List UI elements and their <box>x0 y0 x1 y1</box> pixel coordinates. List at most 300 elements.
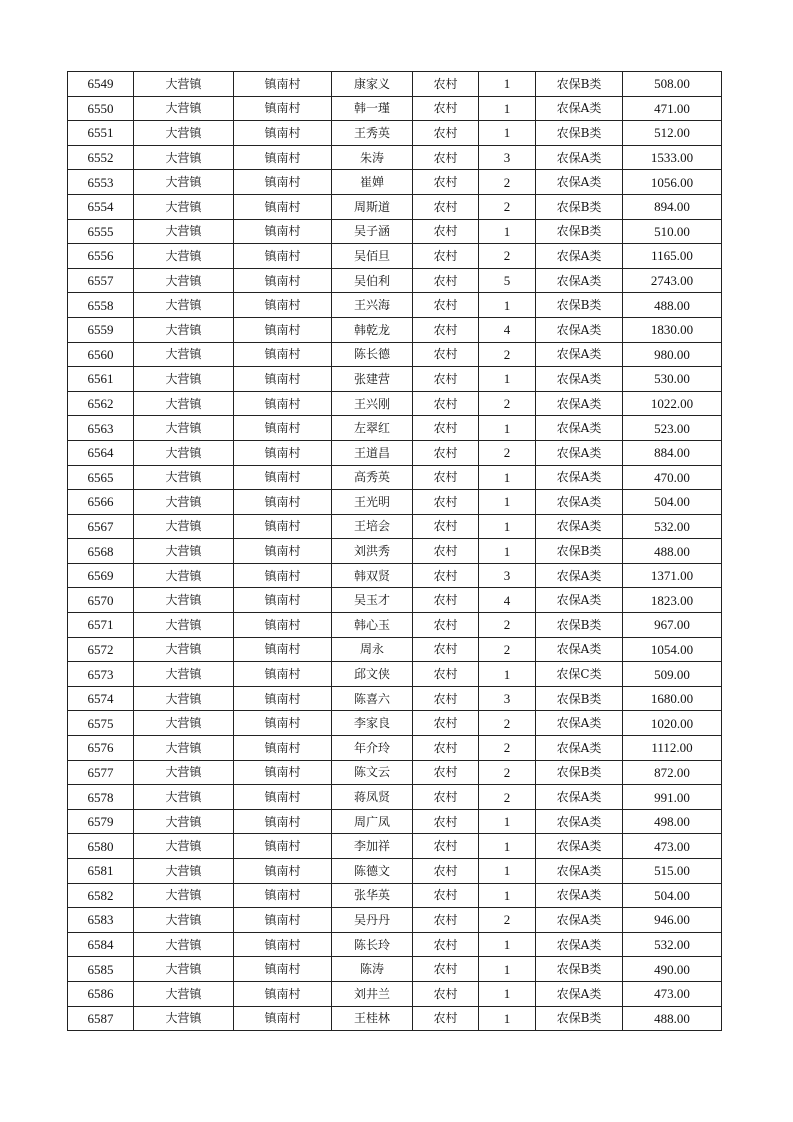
cell-name: 李家良 <box>332 711 413 736</box>
table-row <box>68 637 722 662</box>
cell-count: 2 <box>479 244 536 269</box>
cell-town: 大营镇 <box>134 72 234 97</box>
cell-id: 6558 <box>68 293 134 318</box>
table-row <box>68 416 722 441</box>
cell-name: 王兴海 <box>332 293 413 318</box>
cell-id: 6563 <box>68 416 134 441</box>
cell-name: 韩心玉 <box>332 613 413 638</box>
cell-village: 镇南村 <box>234 908 332 933</box>
cell-amount: 532.00 <box>623 932 722 957</box>
cell-amount: 991.00 <box>623 785 722 810</box>
cell-id: 6582 <box>68 883 134 908</box>
table-row <box>68 686 722 711</box>
cell-category: 农保A类 <box>536 785 623 810</box>
cell-village: 镇南村 <box>234 711 332 736</box>
cell-count: 2 <box>479 613 536 638</box>
cell-id: 6577 <box>68 760 134 785</box>
cell-type: 农村 <box>413 736 479 761</box>
cell-village: 镇南村 <box>234 416 332 441</box>
cell-amount: 980.00 <box>623 342 722 367</box>
table-row <box>68 391 722 416</box>
cell-count: 2 <box>479 170 536 195</box>
roster-table <box>67 71 722 1031</box>
cell-amount: 473.00 <box>623 981 722 1006</box>
cell-amount: 884.00 <box>623 440 722 465</box>
cell-type: 农村 <box>413 342 479 367</box>
cell-town: 大营镇 <box>134 416 234 441</box>
cell-type: 农村 <box>413 1006 479 1031</box>
cell-category: 农保A类 <box>536 908 623 933</box>
cell-id: 6568 <box>68 539 134 564</box>
cell-count: 1 <box>479 859 536 884</box>
cell-type: 农村 <box>413 317 479 342</box>
cell-town: 大营镇 <box>134 367 234 392</box>
cell-village: 镇南村 <box>234 1006 332 1031</box>
cell-category: 农保A类 <box>536 588 623 613</box>
cell-type: 农村 <box>413 588 479 613</box>
cell-amount: 510.00 <box>623 219 722 244</box>
cell-amount: 504.00 <box>623 490 722 515</box>
cell-village: 镇南村 <box>234 981 332 1006</box>
table-row <box>68 859 722 884</box>
table-row <box>68 785 722 810</box>
cell-type: 农村 <box>413 490 479 515</box>
cell-count: 2 <box>479 711 536 736</box>
cell-name: 王兴刚 <box>332 391 413 416</box>
cell-town: 大营镇 <box>134 736 234 761</box>
cell-town: 大营镇 <box>134 859 234 884</box>
cell-village: 镇南村 <box>234 170 332 195</box>
cell-amount: 504.00 <box>623 883 722 908</box>
cell-amount: 1823.00 <box>623 588 722 613</box>
cell-category: 农保A类 <box>536 711 623 736</box>
cell-town: 大营镇 <box>134 785 234 810</box>
cell-name: 高秀英 <box>332 465 413 490</box>
cell-amount: 1165.00 <box>623 244 722 269</box>
cell-town: 大营镇 <box>134 908 234 933</box>
cell-count: 1 <box>479 219 536 244</box>
cell-amount: 470.00 <box>623 465 722 490</box>
cell-name: 周斯道 <box>332 194 413 219</box>
cell-count: 1 <box>479 490 536 515</box>
cell-count: 5 <box>479 268 536 293</box>
cell-category: 农保A类 <box>536 514 623 539</box>
cell-category: 农保A类 <box>536 932 623 957</box>
cell-id: 6559 <box>68 317 134 342</box>
cell-town: 大营镇 <box>134 637 234 662</box>
cell-town: 大营镇 <box>134 662 234 687</box>
cell-village: 镇南村 <box>234 391 332 416</box>
cell-count: 2 <box>479 908 536 933</box>
cell-town: 大营镇 <box>134 711 234 736</box>
cell-category: 农保A类 <box>536 465 623 490</box>
cell-village: 镇南村 <box>234 490 332 515</box>
cell-category: 农保A类 <box>536 563 623 588</box>
cell-count: 2 <box>479 391 536 416</box>
cell-village: 镇南村 <box>234 686 332 711</box>
cell-village: 镇南村 <box>234 957 332 982</box>
cell-type: 农村 <box>413 121 479 146</box>
cell-category: 农保A类 <box>536 637 623 662</box>
cell-count: 2 <box>479 760 536 785</box>
cell-category: 农保A类 <box>536 859 623 884</box>
cell-amount: 488.00 <box>623 293 722 318</box>
cell-id: 6576 <box>68 736 134 761</box>
cell-count: 1 <box>479 809 536 834</box>
cell-village: 镇南村 <box>234 465 332 490</box>
cell-count: 1 <box>479 514 536 539</box>
cell-amount: 523.00 <box>623 416 722 441</box>
cell-name: 王道昌 <box>332 440 413 465</box>
cell-type: 农村 <box>413 391 479 416</box>
cell-count: 1 <box>479 465 536 490</box>
cell-count: 1 <box>479 1006 536 1031</box>
cell-name: 左翠红 <box>332 416 413 441</box>
table-row <box>68 514 722 539</box>
cell-category: 农保A类 <box>536 317 623 342</box>
cell-id: 6581 <box>68 859 134 884</box>
cell-type: 农村 <box>413 194 479 219</box>
cell-village: 镇南村 <box>234 563 332 588</box>
cell-type: 农村 <box>413 563 479 588</box>
cell-id: 6556 <box>68 244 134 269</box>
cell-village: 镇南村 <box>234 588 332 613</box>
cell-name: 康家义 <box>332 72 413 97</box>
cell-name: 韩一瑾 <box>332 96 413 121</box>
cell-amount: 1680.00 <box>623 686 722 711</box>
cell-id: 6578 <box>68 785 134 810</box>
table-row <box>68 539 722 564</box>
cell-name: 吴伯利 <box>332 268 413 293</box>
cell-category: 农保B类 <box>536 957 623 982</box>
cell-amount: 1022.00 <box>623 391 722 416</box>
cell-village: 镇南村 <box>234 859 332 884</box>
cell-amount: 1533.00 <box>623 145 722 170</box>
cell-category: 农保A类 <box>536 883 623 908</box>
cell-amount: 532.00 <box>623 514 722 539</box>
cell-type: 农村 <box>413 440 479 465</box>
cell-village: 镇南村 <box>234 293 332 318</box>
cell-id: 6574 <box>68 686 134 711</box>
cell-town: 大营镇 <box>134 194 234 219</box>
cell-type: 农村 <box>413 809 479 834</box>
cell-count: 2 <box>479 736 536 761</box>
cell-name: 吴佰旦 <box>332 244 413 269</box>
cell-type: 农村 <box>413 662 479 687</box>
cell-village: 镇南村 <box>234 514 332 539</box>
cell-amount: 515.00 <box>623 859 722 884</box>
cell-id: 6583 <box>68 908 134 933</box>
cell-count: 1 <box>479 539 536 564</box>
cell-village: 镇南村 <box>234 662 332 687</box>
cell-id: 6555 <box>68 219 134 244</box>
cell-name: 崔婵 <box>332 170 413 195</box>
table-row <box>68 711 722 736</box>
cell-name: 吴子涵 <box>332 219 413 244</box>
cell-id: 6571 <box>68 613 134 638</box>
cell-village: 镇南村 <box>234 96 332 121</box>
cell-name: 年介玲 <box>332 736 413 761</box>
table-row <box>68 244 722 269</box>
cell-type: 农村 <box>413 96 479 121</box>
cell-amount: 1371.00 <box>623 563 722 588</box>
cell-village: 镇南村 <box>234 194 332 219</box>
cell-name: 张华英 <box>332 883 413 908</box>
cell-amount: 1112.00 <box>623 736 722 761</box>
cell-village: 镇南村 <box>234 244 332 269</box>
table-row <box>68 834 722 859</box>
table-row <box>68 563 722 588</box>
cell-count: 1 <box>479 981 536 1006</box>
cell-town: 大营镇 <box>134 1006 234 1031</box>
cell-town: 大营镇 <box>134 440 234 465</box>
cell-village: 镇南村 <box>234 932 332 957</box>
cell-name: 周永 <box>332 637 413 662</box>
cell-amount: 946.00 <box>623 908 722 933</box>
table-row <box>68 170 722 195</box>
cell-town: 大营镇 <box>134 317 234 342</box>
cell-town: 大营镇 <box>134 145 234 170</box>
cell-town: 大营镇 <box>134 121 234 146</box>
cell-town: 大营镇 <box>134 588 234 613</box>
cell-type: 农村 <box>413 711 479 736</box>
table-row <box>68 1006 722 1031</box>
cell-category: 农保A类 <box>536 96 623 121</box>
cell-id: 6584 <box>68 932 134 957</box>
cell-village: 镇南村 <box>234 637 332 662</box>
cell-name: 李加祥 <box>332 834 413 859</box>
cell-town: 大营镇 <box>134 883 234 908</box>
cell-type: 农村 <box>413 908 479 933</box>
cell-type: 农村 <box>413 219 479 244</box>
cell-village: 镇南村 <box>234 145 332 170</box>
cell-id: 6557 <box>68 268 134 293</box>
cell-type: 农村 <box>413 613 479 638</box>
cell-category: 农保B类 <box>536 293 623 318</box>
cell-type: 农村 <box>413 244 479 269</box>
cell-category: 农保B类 <box>536 219 623 244</box>
cell-town: 大营镇 <box>134 932 234 957</box>
cell-type: 农村 <box>413 145 479 170</box>
cell-town: 大营镇 <box>134 342 234 367</box>
cell-amount: 498.00 <box>623 809 722 834</box>
cell-amount: 2743.00 <box>623 268 722 293</box>
cell-category: 农保A类 <box>536 490 623 515</box>
cell-amount: 473.00 <box>623 834 722 859</box>
cell-count: 1 <box>479 367 536 392</box>
cell-category: 农保B类 <box>536 539 623 564</box>
roster-table-body <box>68 72 722 1031</box>
table-row <box>68 342 722 367</box>
cell-name: 王培会 <box>332 514 413 539</box>
cell-village: 镇南村 <box>234 342 332 367</box>
cell-count: 1 <box>479 121 536 146</box>
cell-category: 农保B类 <box>536 1006 623 1031</box>
cell-type: 农村 <box>413 785 479 810</box>
table-row <box>68 96 722 121</box>
cell-village: 镇南村 <box>234 121 332 146</box>
cell-name: 吴玉才 <box>332 588 413 613</box>
cell-town: 大营镇 <box>134 293 234 318</box>
cell-town: 大营镇 <box>134 539 234 564</box>
cell-count: 2 <box>479 785 536 810</box>
cell-category: 农保A类 <box>536 244 623 269</box>
cell-id: 6554 <box>68 194 134 219</box>
cell-count: 1 <box>479 883 536 908</box>
cell-type: 农村 <box>413 72 479 97</box>
cell-id: 6552 <box>68 145 134 170</box>
cell-amount: 488.00 <box>623 1006 722 1031</box>
cell-count: 1 <box>479 932 536 957</box>
cell-category: 农保A类 <box>536 268 623 293</box>
cell-town: 大营镇 <box>134 834 234 859</box>
table-row <box>68 219 722 244</box>
table-row <box>68 293 722 318</box>
cell-count: 2 <box>479 637 536 662</box>
cell-amount: 872.00 <box>623 760 722 785</box>
cell-count: 1 <box>479 72 536 97</box>
cell-category: 农保B类 <box>536 121 623 146</box>
cell-category: 农保C类 <box>536 662 623 687</box>
cell-town: 大营镇 <box>134 809 234 834</box>
cell-name: 朱涛 <box>332 145 413 170</box>
cell-category: 农保B类 <box>536 613 623 638</box>
cell-id: 6572 <box>68 637 134 662</box>
cell-town: 大营镇 <box>134 514 234 539</box>
table-row <box>68 440 722 465</box>
cell-category: 农保B类 <box>536 194 623 219</box>
table-row <box>68 367 722 392</box>
cell-id: 6585 <box>68 957 134 982</box>
cell-type: 农村 <box>413 981 479 1006</box>
cell-count: 3 <box>479 145 536 170</box>
cell-amount: 508.00 <box>623 72 722 97</box>
cell-id: 6561 <box>68 367 134 392</box>
cell-category: 农保A类 <box>536 391 623 416</box>
cell-type: 农村 <box>413 932 479 957</box>
cell-name: 王桂林 <box>332 1006 413 1031</box>
cell-town: 大营镇 <box>134 391 234 416</box>
cell-count: 1 <box>479 96 536 121</box>
table-row <box>68 268 722 293</box>
cell-name: 陈喜六 <box>332 686 413 711</box>
cell-town: 大营镇 <box>134 760 234 785</box>
cell-type: 农村 <box>413 883 479 908</box>
cell-id: 6562 <box>68 391 134 416</box>
cell-town: 大营镇 <box>134 957 234 982</box>
cell-id: 6575 <box>68 711 134 736</box>
cell-id: 6573 <box>68 662 134 687</box>
cell-amount: 1054.00 <box>623 637 722 662</box>
cell-category: 农保A类 <box>536 440 623 465</box>
table-row <box>68 72 722 97</box>
cell-count: 1 <box>479 293 536 318</box>
cell-name: 周广凤 <box>332 809 413 834</box>
cell-count: 1 <box>479 834 536 859</box>
cell-count: 4 <box>479 317 536 342</box>
table-row <box>68 465 722 490</box>
cell-name: 陈涛 <box>332 957 413 982</box>
cell-id: 6553 <box>68 170 134 195</box>
cell-id: 6570 <box>68 588 134 613</box>
cell-village: 镇南村 <box>234 268 332 293</box>
cell-type: 农村 <box>413 514 479 539</box>
cell-type: 农村 <box>413 859 479 884</box>
cell-village: 镇南村 <box>234 72 332 97</box>
cell-id: 6569 <box>68 563 134 588</box>
cell-count: 1 <box>479 662 536 687</box>
cell-category: 农保B类 <box>536 760 623 785</box>
cell-category: 农保A类 <box>536 809 623 834</box>
cell-amount: 1830.00 <box>623 317 722 342</box>
cell-id: 6565 <box>68 465 134 490</box>
cell-category: 农保A类 <box>536 416 623 441</box>
cell-village: 镇南村 <box>234 613 332 638</box>
cell-category: 农保B类 <box>536 72 623 97</box>
cell-category: 农保A类 <box>536 342 623 367</box>
cell-type: 农村 <box>413 637 479 662</box>
cell-name: 陈文云 <box>332 760 413 785</box>
cell-id: 6580 <box>68 834 134 859</box>
cell-name: 刘洪秀 <box>332 539 413 564</box>
table-row <box>68 760 722 785</box>
cell-type: 农村 <box>413 834 479 859</box>
cell-town: 大营镇 <box>134 563 234 588</box>
cell-name: 王秀英 <box>332 121 413 146</box>
cell-category: 农保A类 <box>536 145 623 170</box>
cell-village: 镇南村 <box>234 809 332 834</box>
table-row <box>68 883 722 908</box>
table-row <box>68 981 722 1006</box>
cell-id: 6586 <box>68 981 134 1006</box>
table-row <box>68 809 722 834</box>
cell-type: 农村 <box>413 293 479 318</box>
cell-type: 农村 <box>413 539 479 564</box>
cell-id: 6564 <box>68 440 134 465</box>
cell-village: 镇南村 <box>234 317 332 342</box>
cell-name: 王光明 <box>332 490 413 515</box>
cell-count: 3 <box>479 686 536 711</box>
table-row <box>68 908 722 933</box>
table-row <box>68 932 722 957</box>
cell-category: 农保B类 <box>536 686 623 711</box>
cell-type: 农村 <box>413 686 479 711</box>
table-row <box>68 588 722 613</box>
cell-town: 大营镇 <box>134 981 234 1006</box>
cell-count: 1 <box>479 416 536 441</box>
cell-id: 6560 <box>68 342 134 367</box>
cell-amount: 894.00 <box>623 194 722 219</box>
cell-amount: 967.00 <box>623 613 722 638</box>
cell-name: 韩双贤 <box>332 563 413 588</box>
cell-name: 吴丹丹 <box>332 908 413 933</box>
cell-village: 镇南村 <box>234 736 332 761</box>
cell-town: 大营镇 <box>134 170 234 195</box>
cell-count: 4 <box>479 588 536 613</box>
cell-category: 农保A类 <box>536 834 623 859</box>
cell-id: 6550 <box>68 96 134 121</box>
cell-town: 大营镇 <box>134 268 234 293</box>
cell-name: 韩乾龙 <box>332 317 413 342</box>
cell-count: 2 <box>479 342 536 367</box>
cell-count: 2 <box>479 194 536 219</box>
cell-town: 大营镇 <box>134 613 234 638</box>
cell-id: 6551 <box>68 121 134 146</box>
cell-type: 农村 <box>413 268 479 293</box>
cell-town: 大营镇 <box>134 96 234 121</box>
cell-name: 刘井兰 <box>332 981 413 1006</box>
cell-town: 大营镇 <box>134 244 234 269</box>
